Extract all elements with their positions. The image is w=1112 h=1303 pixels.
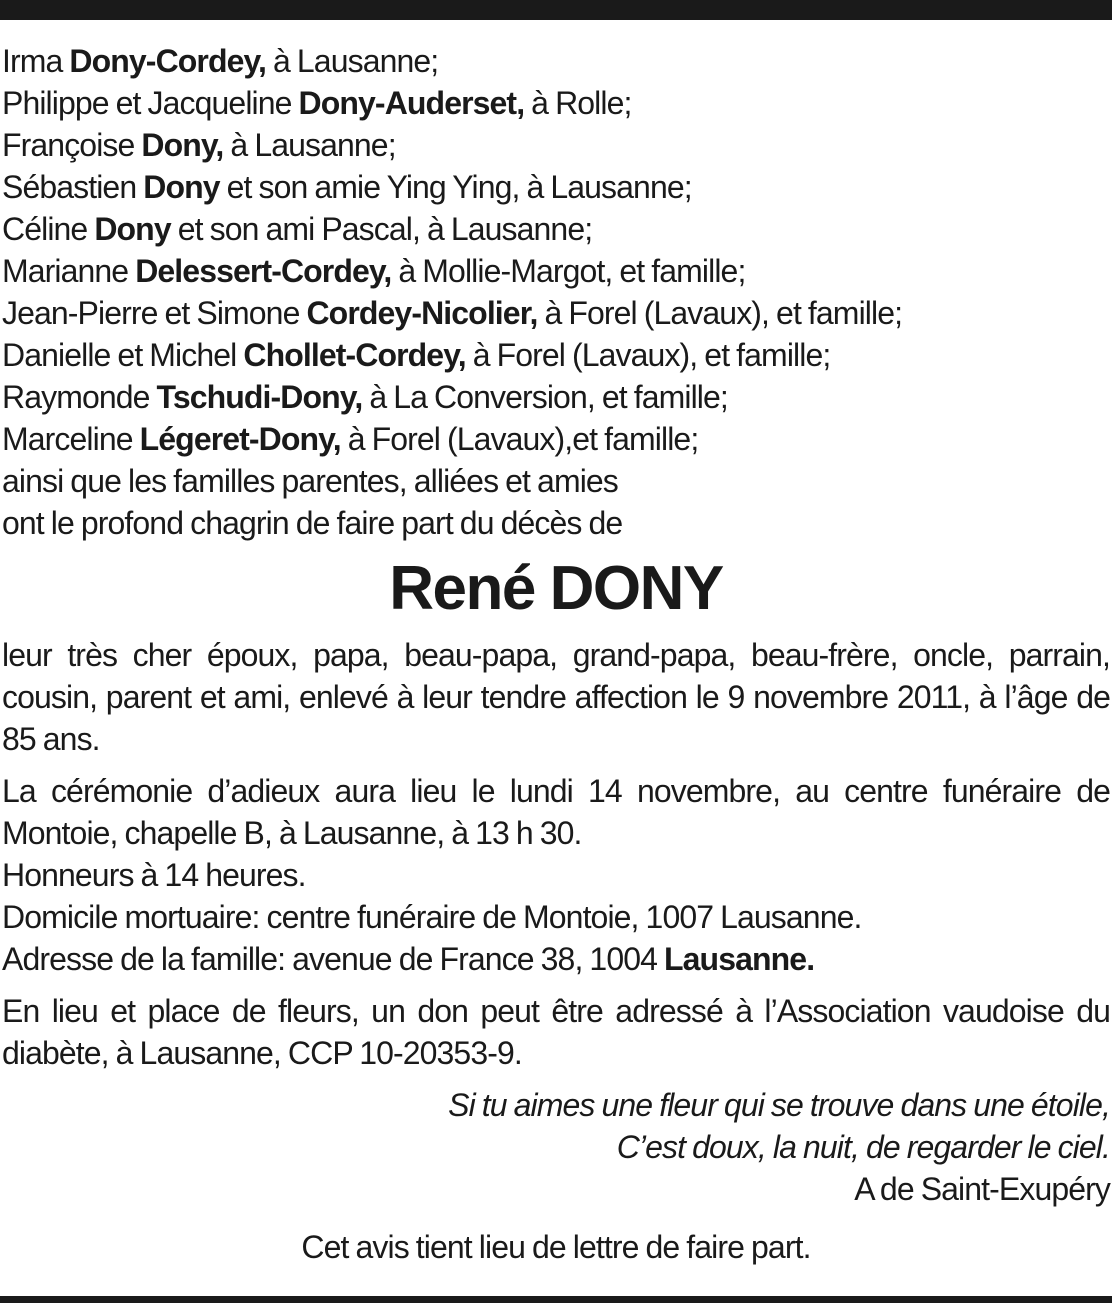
family-name: Dony — [94, 211, 171, 247]
given-names: Marceline — [2, 421, 140, 457]
given-names: Sébastien — [2, 169, 144, 205]
location: à La Conversion, et famille; — [362, 379, 728, 415]
family-line — [2, 40, 1110, 82]
quote-line-2: C’est doux, la nuit, de regarder le ciel. — [616, 1129, 1110, 1165]
tribute-paragraph: leur très cher époux, papa, beau-papa, grand-papa, beau-frère, oncle, parrain, cousin, parent et ami, enlevé à leur tendre affection le 9 novembre 2011, à l’âge de 85 ans. — [2, 637, 1110, 757]
ceremony-paragraph: La cérémonie d’adieux aura lieu le lundi 14 novembre, au centre funéraire de Montoie, chapelle B, à Lausanne, à 13 h 30. — [2, 773, 1110, 851]
relatives-line: ainsi que les familles parentes, alliées et amies — [2, 463, 618, 499]
address-city: Lausanne. — [664, 941, 815, 977]
family-line — [2, 250, 1110, 292]
location: à Lausanne; — [266, 43, 439, 79]
location: à Mollie-Margot, et famille; — [391, 253, 746, 289]
family-line — [2, 334, 1110, 376]
given-names: Raymonde — [2, 379, 157, 415]
family-name: Cordey-Nicolier, — [306, 295, 538, 331]
family-line — [2, 166, 1110, 208]
quote-author: A de Saint-Exupéry — [854, 1171, 1110, 1207]
family-name: Dony-Cordey, — [69, 43, 267, 79]
location: à Rolle; — [524, 85, 632, 121]
given-names: Philippe et Jacqueline — [2, 85, 299, 121]
announcement-line: ont le profond chagrin de faire part du décès de — [2, 505, 623, 541]
family-line — [2, 82, 1110, 124]
family-name: Dony-Auderset, — [298, 85, 525, 121]
deceased-name: René DONY — [389, 554, 723, 623]
given-names: Françoise — [2, 127, 142, 163]
family-line — [2, 418, 1110, 460]
location: à Forel (Lavaux),et famille; — [340, 421, 699, 457]
location: et son amie Ying Ying, à Lausanne; — [219, 169, 692, 205]
address-text: Adresse de la famille: avenue de France 38, 1004 — [2, 941, 665, 977]
location: à Lausanne; — [223, 127, 396, 163]
donation-paragraph: En lieu et place de fleurs, un don peut être adressé à l’Association vaudoise du diabète, à Lausanne, CCP 10-20353-9. — [2, 993, 1110, 1071]
family-name: Dony — [143, 169, 220, 205]
domicile-line: Domicile mortuaire: centre funéraire de Montoie, 1007 Lausanne. — [2, 899, 862, 935]
given-names: Jean-Pierre et Simone — [2, 295, 307, 331]
family-name: Delessert-Cordey, — [135, 253, 392, 289]
honours-line: Honneurs à 14 heures. — [2, 857, 306, 893]
family-address-line — [2, 938, 1110, 980]
given-names: Danielle et Michel — [2, 337, 244, 373]
closing-line: Cet avis tient lieu de lettre de faire part. — [301, 1229, 811, 1265]
location: à Forel (Lavaux), et famille; — [537, 295, 903, 331]
family-name: Légeret-Dony, — [139, 421, 341, 457]
location: et son ami Pascal, à Lausanne; — [170, 211, 593, 247]
family-line — [2, 292, 1110, 334]
bottom-rule — [0, 1296, 1112, 1303]
given-names: Irma — [2, 43, 70, 79]
quote-line-1: Si tu aimes une fleur qui se trouve dans une étoile, — [448, 1087, 1110, 1123]
family-name: Tschudi-Dony, — [156, 379, 363, 415]
family-name: Dony, — [141, 127, 224, 163]
family-line — [2, 376, 1110, 418]
family-list — [2, 40, 1110, 460]
given-names: Marianne — [2, 253, 136, 289]
top-rule — [0, 0, 1112, 20]
location: à Forel (Lavaux), et famille; — [465, 337, 831, 373]
given-names: Céline — [2, 211, 95, 247]
family-line — [2, 124, 1110, 166]
family-name: Chollet-Cordey, — [243, 337, 466, 373]
family-line — [2, 208, 1110, 250]
obituary-notice — [2, 40, 1110, 1268]
